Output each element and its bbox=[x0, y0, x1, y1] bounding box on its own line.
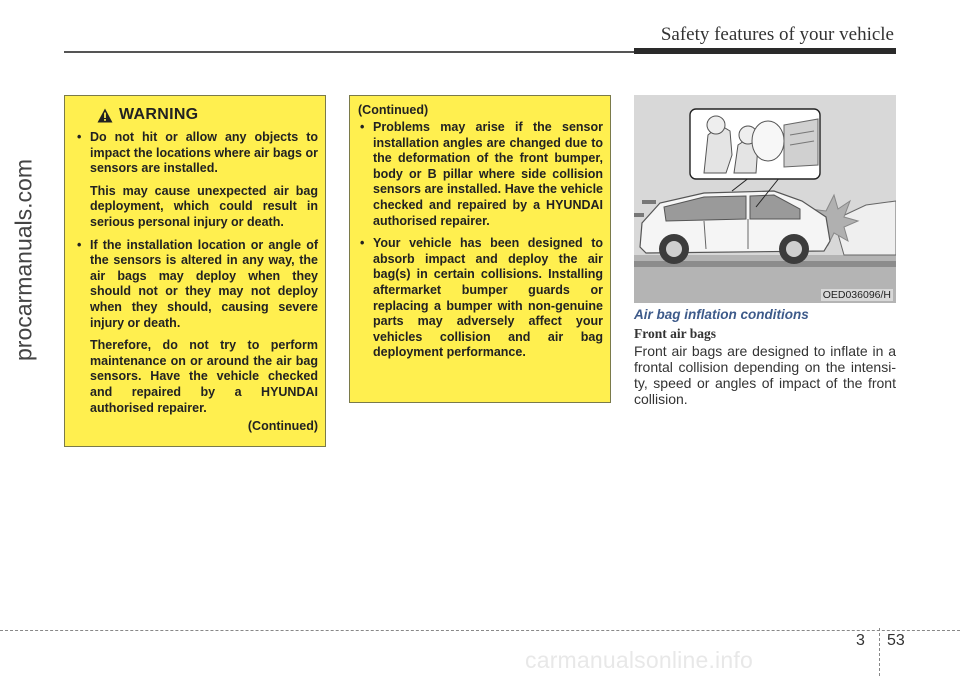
continued-heading: (Continued) bbox=[358, 103, 429, 117]
continued-warning-box bbox=[349, 95, 611, 403]
continued-item bbox=[358, 236, 603, 361]
bullet-icon: • bbox=[360, 236, 365, 251]
header-tab-bar bbox=[634, 48, 896, 54]
figure-id: OED036096/H bbox=[822, 289, 891, 301]
side-watermark bbox=[4, 90, 44, 430]
warning-box bbox=[64, 95, 326, 447]
bottom-watermark: carmanualsonline.info bbox=[525, 647, 753, 673]
chapter-number: 3 bbox=[856, 632, 865, 649]
footer-rule bbox=[0, 630, 960, 631]
continued-paragraph: Your vehicle has been designed to absorb impact and deploy the air bag(s) in certain collisions. Installing aftermarket bumper guards or replacing a bumper with non-genuine parts may adversely affect your vehicles collision and air bag deployment performance. bbox=[373, 236, 603, 360]
side-watermark-text: procarmanuals.com bbox=[10, 159, 37, 361]
section-heading: Air bag inflation conditions bbox=[634, 307, 809, 322]
bullet-icon: • bbox=[77, 130, 82, 144]
continued-paragraph: Problems may arise if the sensor installation angles are changed due to the deformation of the front bumper, body or B pillar where side collision sensors are installed. Have the vehicle checked and repaired by a HYUNDAI authorised repairer. bbox=[373, 120, 603, 228]
front-collision-drawing bbox=[634, 95, 896, 303]
continued-item bbox=[358, 120, 603, 229]
warning-item bbox=[75, 238, 318, 417]
continued-label: (Continued) bbox=[247, 419, 318, 434]
body-paragraph: Front air bags are designed to inflate in a frontal collision depending on the intensi-ty, speed or angles of impact of the front collision. bbox=[634, 343, 896, 407]
header-rule bbox=[64, 51, 634, 53]
page-header-title: Safety features of your vehicle bbox=[660, 24, 894, 45]
footer-divider bbox=[879, 628, 880, 676]
warning-item bbox=[75, 130, 318, 231]
bullet-icon: • bbox=[77, 237, 82, 252]
warning-header bbox=[97, 106, 318, 124]
subsection-heading: Front air bags bbox=[634, 326, 717, 341]
warning-triangle-icon bbox=[97, 108, 113, 123]
warning-paragraph: Therefore, do not try to perform maintenance on or around the air bag sensors. Have the vehicle checked and repaired by a HYUNDAI authorised repairer. bbox=[90, 338, 318, 415]
warning-paragraph: If the installation location or angle of the sensors is altered in any way, the air bags may deploy when they should not or they may not deploy when they should, causing severe injury or death. bbox=[90, 237, 318, 330]
collision-illustration bbox=[634, 95, 896, 303]
warning-title: WARNING bbox=[119, 106, 199, 123]
page-number: 53 bbox=[887, 632, 905, 649]
warning-paragraph: This may cause unexpected air bag deployment, which could result in serious personal injury or death. bbox=[90, 183, 318, 229]
bullet-icon: • bbox=[360, 120, 365, 134]
warning-paragraph: Do not hit or allow any objects to impact the locations where air bags or sensors are installed. bbox=[90, 130, 318, 176]
